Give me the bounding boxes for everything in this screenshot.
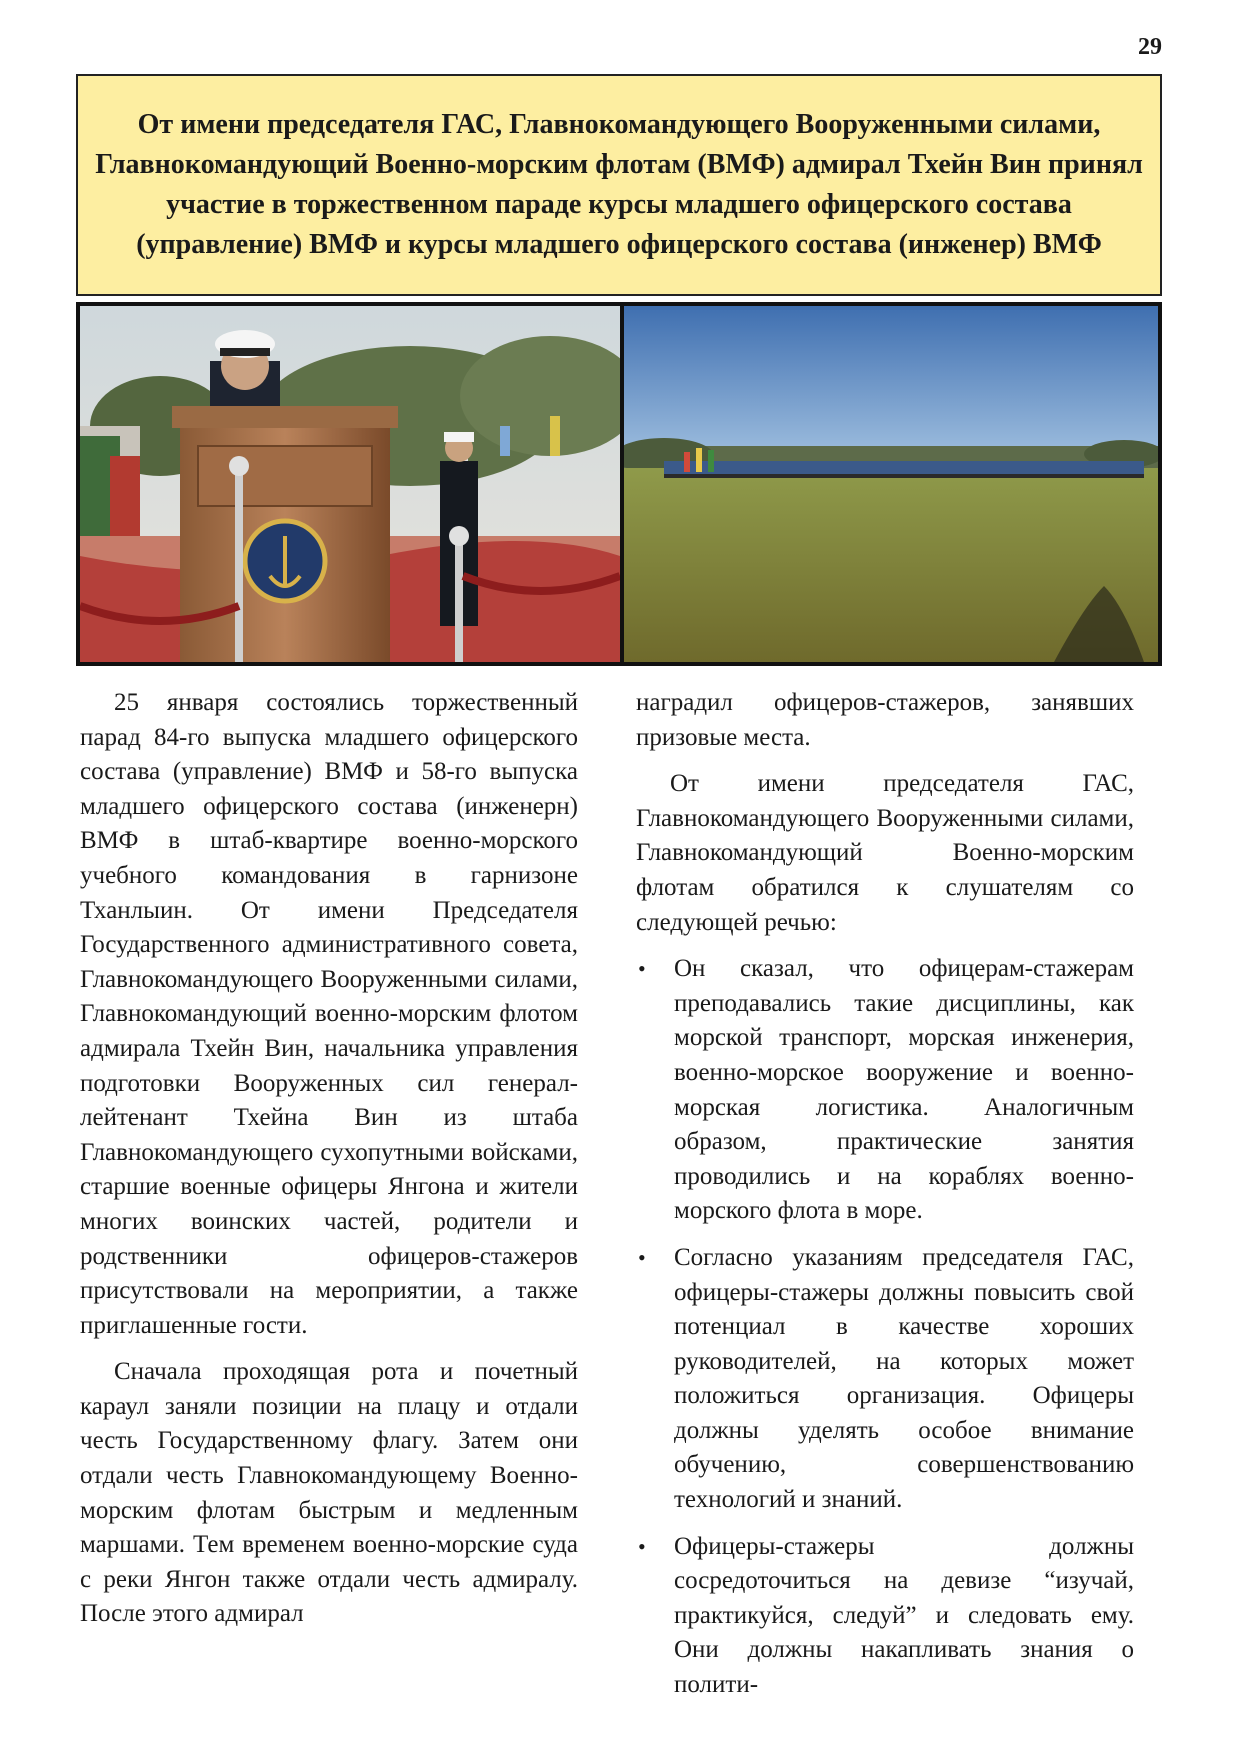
paragraph-continuation: наградил офицеров-стажеров, занявших призовые места.	[636, 689, 1134, 751]
bullet-list	[636, 952, 1134, 1702]
article-title: От имени председателя ГАС, Главнокомандующего Вооруженными силами, Главнокомандующий Военно-морским флотам (ВМФ) адмирал Тхейн Вин принял участие в торжественном параде курсы младшего офицерского состава (управление) ВМФ и курсы младшего офицерского состава (инженер) ВМФ	[95, 109, 1143, 260]
page-number: 29	[1138, 34, 1162, 60]
list-item: • Офицеры-стажеры должны сосредоточиться на девизе “изучай, практикуйся, следуй” и следовать ему. Они должны накапливать знания о полити-	[636, 1530, 1134, 1703]
title-box	[76, 74, 1162, 296]
paragraph: 25 января состоялись торжественный парад 84-го выпуска младшего офицерского состава (управление) ВМФ и 58-го выпуска младшего офицерского состава (инженерн) ВМФ в штаб-квартире военно-морского учебного командования в гарнизоне Тханлыин. От имени Председателя Государственного административного совета, Главнокомандующего Вооруженными силами, Главнокомандующий военно-морским флотом адмирала Тхейн Вин, начальника управления подготовки Вооруженных сил генерал-лейтенант Тхейна Вин из штаба Главнокомандующего сухопутными войсками, старшие военные офицеры Янгона и жители многих воинских частей, родители и родственники офицеров-стажеров присутствовали на мероприятии, а также приглашенные гости.	[80, 689, 578, 1339]
right-column	[636, 686, 1134, 1715]
left-column	[80, 686, 578, 1644]
paragraph: Сначала проходящая рота и почетный караул заняли позиции на плацу и отдали честь Государственному флагу. Затем они отдали честь Главнокомандующему Военно-морским флотам быстрым и медленным маршами. Тем временем военно-морские суда с реки Янгон также отдали честь адмиралу. После этого адмирал	[80, 1358, 578, 1628]
paragraph: От имени председателя ГАС, Главнокомандующего Вооруженными силами, Главнокомандующий Военно-морским флотам обратился к слушателям со следующей речью:	[636, 770, 1134, 936]
parade-photo-illustration	[624, 306, 1158, 662]
list-item: • Он сказал, что офицерам-стажерам преподавались такие дисциплины, как морской транспорт, морская инженерия, военно-морское вооружение и военно-морская логистика. Аналогичным образом, практические занятия проводились и на кораблях военно-морского флота в море.	[636, 952, 1134, 1229]
photo-admiral-at-podium	[80, 306, 620, 662]
photo-parade-ground	[624, 306, 1158, 662]
podium-photo-illustration	[80, 306, 620, 662]
photo-frame	[76, 302, 1162, 666]
list-item: • Согласно указаниям председателя ГАС, офицеры-стажеры должны повысить свой потенциал в качестве хороших руководителей, на которых может положиться организация. Офицеры должны уделять особое внимание обучению, совершенствованию технологий и знаний.	[636, 1241, 1134, 1518]
